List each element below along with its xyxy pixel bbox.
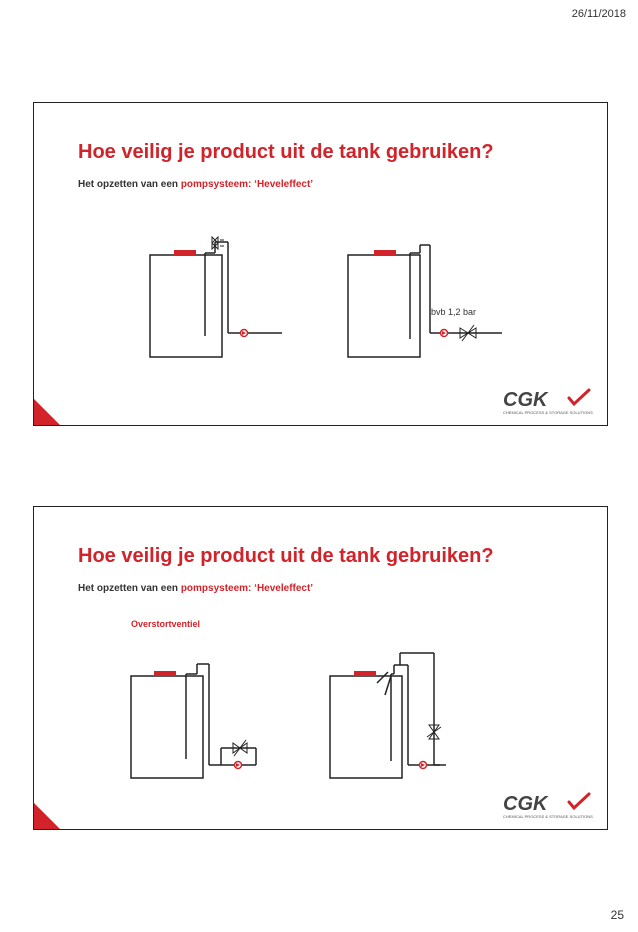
tank-lid [374, 250, 396, 255]
pump-icon [241, 330, 248, 337]
slide-title: Hoe veilig je product uit de tank gebruiken? [78, 141, 494, 163]
page-number: 25 [610, 908, 624, 922]
pump-icon [420, 762, 427, 769]
valve-icon [212, 237, 224, 249]
slide-1 [33, 102, 608, 426]
tank-lid [154, 671, 176, 676]
tank-left [150, 255, 222, 357]
subtitle-prefix: Het opzetten van een [78, 583, 181, 594]
tank-lid [354, 671, 376, 676]
tank-lid [174, 250, 196, 255]
tank-left [131, 676, 203, 778]
logo-text: CGK [503, 389, 548, 411]
corner-accent [34, 803, 60, 829]
pump-icon [441, 330, 448, 337]
subtitle-prefix: Het opzetten van een [78, 179, 181, 190]
tank-right [348, 255, 420, 357]
logo-tagline: CHEMICAL PROCESS & STORAGE SOLUTIONS [503, 410, 593, 415]
subtitle-highlight: pompsysteem: ‘Heveleffect’ [180, 583, 314, 594]
siphon-diagram-1 [34, 103, 607, 425]
slide-2 [33, 506, 608, 830]
logo-tagline: CHEMICAL PROCESS & STORAGE SOLUTIONS [503, 814, 593, 819]
overflow-valve-label: Overstortventiel [131, 619, 201, 629]
cgk-logo [501, 386, 595, 416]
cgk-logo [501, 790, 595, 820]
slide-title: Hoe veilig je product uit de tank gebruiken? [78, 545, 494, 567]
pressure-label: bvb 1,2 bar [431, 307, 477, 317]
pump-icon [235, 762, 242, 769]
subtitle-highlight: pompsysteem: ‘Heveleffect’ [180, 179, 314, 190]
page-date: 26/11/2018 [571, 8, 626, 20]
corner-accent [34, 399, 60, 425]
logo-text: CGK [503, 793, 548, 815]
siphon-diagram-2 [34, 507, 607, 829]
